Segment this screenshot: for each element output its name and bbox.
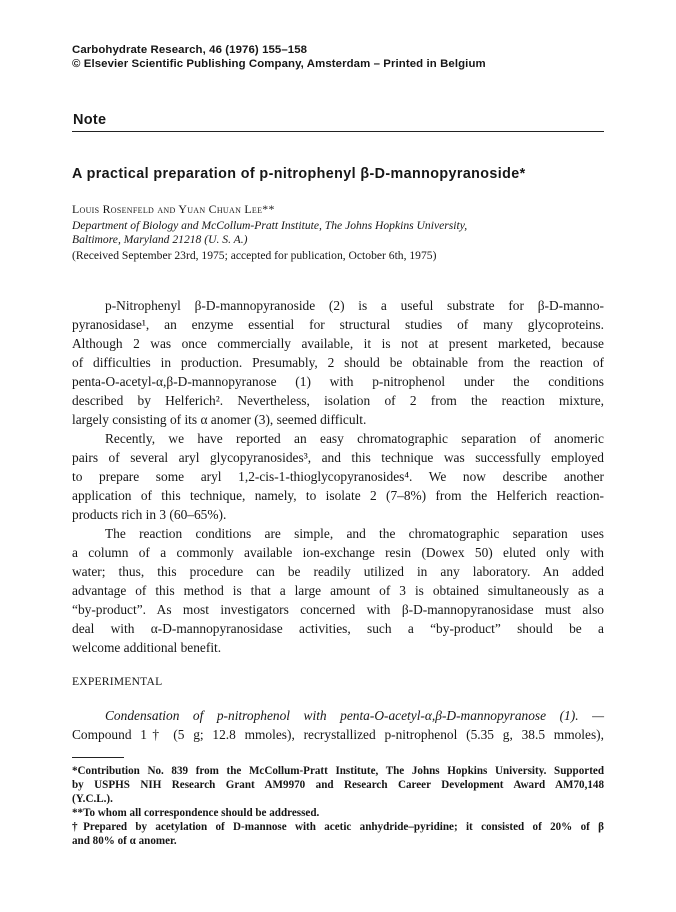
body-line: penta-O-acetyl-α,β-D-mannopyranose (1) with p-nitrophenol under the conditions (72, 374, 604, 389)
body-line: welcome additional benefit. (72, 640, 222, 655)
footnote-line: **To whom all correspondence should be addressed. (72, 807, 320, 819)
footnote-rule (72, 757, 124, 758)
affiliation-line-1: Department of Biology and McCollum-Pratt Institute, The Johns Hopkins University, (72, 219, 468, 232)
section-rule (72, 131, 604, 132)
body-line: largely consisting of its α anomer (3), seemed difficult. (72, 412, 367, 427)
affiliation-line-2: Baltimore, Maryland 21218 (U. S. A.) (72, 233, 248, 246)
body-line: Although 2 was once commercially available, it is not at present marketed, because (72, 336, 604, 351)
experimental-line: Condensation of p-nitrophenol with penta-O-acetyl-α,β-D-mannopyranose (1). — (105, 708, 604, 723)
experimental-heading: EXPERIMENTAL (72, 675, 163, 688)
body-line: p-Nitrophenyl β-D-mannopyranoside (2) is a useful substrate for β-D-manno- (105, 298, 604, 313)
body-line: deal with α-D-mannopyranosidase activities, such a “by-product” should be a (72, 621, 604, 636)
authors: Louis Rosenfeld and Yuan Chuan Lee** (72, 202, 275, 216)
body-line: products rich in 3 (60–65%). (72, 507, 227, 522)
footnote-line: and 80% of α anomer. (72, 835, 177, 847)
footnote-line: *Contribution No. 839 from the McCollum-Pratt Institute, The Johns Hopkins University. Supported (72, 765, 604, 777)
body-line: “by-product”. As most investigators concerned with β-D-mannopyranosidase must also (72, 602, 604, 617)
body-line: Recently, we have reported an easy chromatographic separation of anomeric (105, 431, 604, 446)
body-line: to prepare some aryl 1,2-cis-1-thioglycopyranosides⁴. We now describe another (72, 469, 604, 484)
article-title: A practical preparation of p-nitrophenyl β-D-mannopyranoside* (72, 166, 526, 182)
received-dates: (Received September 23rd, 1975; accepted for publication, October 6th, 1975) (72, 249, 437, 262)
footnote-line: †Prepared by acetylation of D-mannose with acetic anhydride–pyridine; it consisted of 20% of β (72, 821, 604, 833)
body-line: described by Helferich². Nevertheless, isolation of 2 from the reaction mixture, (72, 393, 604, 408)
body-line: of difficulties in production. Presumably, 2 should be obtainable from the reaction of (72, 355, 604, 370)
footnote-line: by USPHS NIH Research Grant AM9970 and Research Career Development Award AM70,148 (72, 779, 604, 791)
body-line: water; thus, this procedure can be readily utilized in any laboratory. An added (72, 564, 604, 579)
body-line: application of this technique, namely, to isolate 2 (7–8%) from the Helferich reaction- (72, 488, 604, 503)
body-line: a column of a commonly available ion-exchange resin (Dowex 50) eluted only with (72, 545, 604, 560)
body-line: The reaction conditions are simple, and the chromatographic separation uses (105, 526, 604, 541)
body-line: pairs of several aryl glycopyranosides³, and this technique was successfully employed (72, 450, 604, 465)
footnote-line: (Y.C.L.). (72, 793, 113, 805)
section-label: Note (73, 112, 107, 128)
body-line: advantage of this method is that a large amount of 3 is obtained simultaneously as a (72, 583, 604, 598)
body-line: pyranosidase¹, an enzyme essential for structural studies of many glycoproteins. (72, 317, 604, 332)
copyright-line: © Elsevier Scientific Publishing Company, Amsterdam – Printed in Belgium (72, 58, 486, 70)
journal-citation: Carbohydrate Research, 46 (1976) 155–158 (72, 44, 308, 56)
experimental-line: Compound 1† (5 g; 12.8 mmoles), recrystallized p-nitrophenol (5.35 g, 38.5 mmoles), (72, 727, 604, 742)
